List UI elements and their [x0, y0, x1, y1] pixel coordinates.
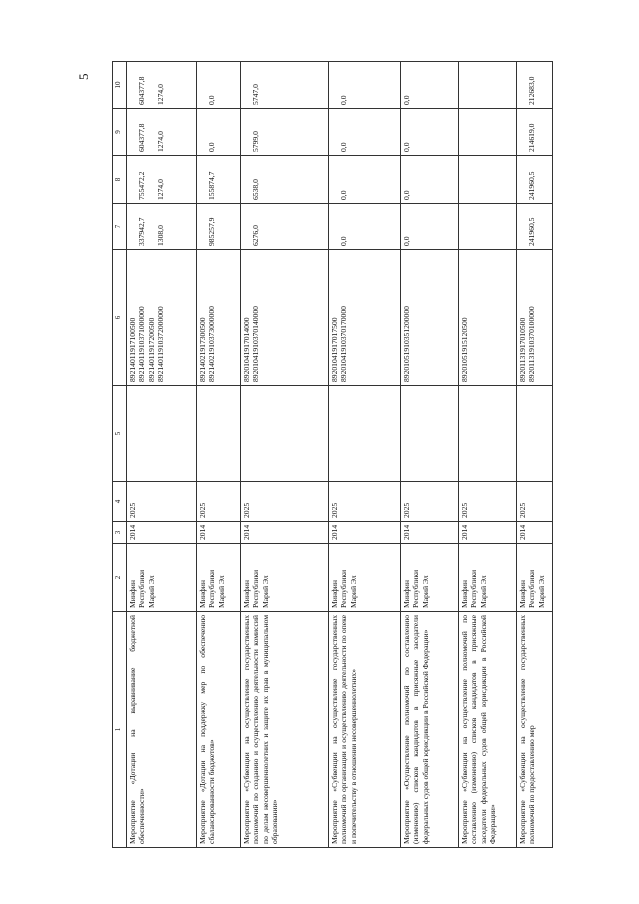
start-year-cell: 2014: [517, 522, 553, 544]
value-col8-line: [198, 159, 207, 200]
col-header: 8: [113, 156, 127, 204]
budget-code-line: 89201051915120500: [460, 317, 469, 382]
value-col10-line: 0,0: [339, 95, 349, 105]
value-col9-line: [518, 112, 527, 152]
executor-cell: Минфин Республики Марий Эл: [241, 544, 329, 612]
value-col10-line: [198, 65, 207, 105]
budget-code-line: 89214011910371000000: [137, 306, 147, 382]
value-col10-cell: [241, 62, 329, 109]
value-col7-line: [128, 207, 137, 246]
col-header: 9: [113, 109, 127, 156]
budget-code-line: 89201041910370170000: [339, 306, 349, 382]
end-year-cell: 2025: [241, 482, 329, 522]
value-col7-line: 1308,0: [156, 225, 166, 246]
col-header: 7: [113, 204, 127, 250]
executor-cell: Минфин Республики Марий Эл: [127, 544, 197, 612]
value-col9-line: [147, 112, 156, 152]
value-col7-line: [198, 207, 207, 246]
col5-cell: [401, 386, 459, 482]
executor-cell: Минфин Республики Марий Эл: [197, 544, 241, 612]
value-col10-line: 604377,8: [137, 76, 147, 105]
value-col9-line: [198, 112, 207, 152]
value-col7-cell: [127, 204, 197, 250]
col5-cell: [517, 386, 553, 482]
budget-code-cell: [401, 250, 459, 386]
col5-cell: [459, 386, 517, 482]
measure-name-cell: Мероприятие «Субвенции на осуществление государственных полномочий по предоставлению мер: [517, 612, 553, 848]
value-col7-line: [518, 207, 527, 246]
budget-code-line: 89214021917300500: [198, 317, 207, 382]
value-col10-line: 0,0: [207, 95, 217, 105]
value-col9-line: [128, 112, 137, 152]
budget-code-cell: [241, 250, 329, 386]
value-col8-line: [330, 159, 339, 200]
value-col10-line: [128, 65, 137, 105]
value-col7-cell: [197, 204, 241, 250]
table-row: [329, 62, 401, 848]
budget-table: [112, 61, 553, 848]
value-col8-cell: [459, 156, 517, 204]
value-col10-line: [147, 65, 156, 105]
table-row: [127, 62, 197, 848]
value-col9-line: [330, 112, 339, 152]
value-col9-cell: [459, 109, 517, 156]
value-col7-line: [330, 207, 339, 246]
value-col10-cell: [329, 62, 401, 109]
value-col8-cell: [401, 156, 459, 204]
value-col9-cell: [197, 109, 241, 156]
value-col8-line: 155874,7: [207, 171, 217, 200]
budget-code-line: 89201041910370140000: [251, 306, 261, 382]
value-col8-cell: [127, 156, 197, 204]
value-col10-cell: [197, 62, 241, 109]
budget-code-cell: [459, 250, 517, 386]
end-year-cell: 2025: [401, 482, 459, 522]
value-col8-line: 241960,5: [527, 171, 537, 200]
measure-name-cell: Мероприятие «Дотации на выравнивание бюджетной обеспеченности»: [127, 612, 197, 848]
value-col8-line: 0,0: [402, 190, 411, 200]
start-year-cell: 2014: [401, 522, 459, 544]
measure-name-cell: Мероприятие «Дотации на поддержку мер по обеспечению сбалансированности бюджетов»: [197, 612, 241, 848]
executor-cell: Минфин Республики Марий Эл: [401, 544, 459, 612]
budget-code-line: 89201051910351200000: [402, 306, 411, 382]
value-col10-line: 0,0: [402, 95, 411, 105]
value-col10-line: [242, 65, 251, 105]
value-col8-line: 755472,2: [137, 171, 147, 200]
value-col8-cell: [197, 156, 241, 204]
value-col7-line: [242, 207, 251, 246]
table-row: [459, 62, 517, 848]
end-year-cell: 2025: [127, 482, 197, 522]
measure-name-cell: Мероприятие «Субвенции на осуществление полномочий по составлению (изменению) списков кандидатов в присяжные заседатели федеральных судов общей юрисдикции в Российской Федерации»: [459, 612, 517, 848]
start-year-cell: 2014: [459, 522, 517, 544]
budget-code-cell: [517, 250, 553, 386]
budget-code-cell: [127, 250, 197, 386]
column-number-header-row: [113, 62, 127, 848]
value-col8-line: 0,0: [339, 190, 349, 200]
value-col9-cell: [401, 109, 459, 156]
value-col7-cell: [241, 204, 329, 250]
measure-name-cell: Мероприятие «Осуществление полномочий по составлению (изменению) списков кандидатов в присяжные заседатели федеральных судов общей юрисдикции в Российской Федерации»: [401, 612, 459, 848]
start-year-cell: 2014: [241, 522, 329, 544]
value-col7-line: 337942,7: [137, 217, 147, 246]
value-col7-line: 241960,5: [527, 217, 537, 246]
value-col10-cell: [127, 62, 197, 109]
value-col10-line: [518, 65, 527, 105]
budget-code-line: 89201131910370100000: [527, 306, 537, 382]
value-col7-cell: [401, 204, 459, 250]
value-col9-line: 0,0: [339, 142, 349, 152]
table-row: [401, 62, 459, 848]
table-row: [197, 62, 241, 848]
value-col9-line: 214619,0: [527, 123, 537, 152]
value-col8-line: [460, 159, 469, 200]
value-col9-line: [242, 112, 251, 152]
col-header: 5: [113, 386, 127, 482]
value-col7-line: 0,0: [402, 236, 411, 246]
value-col9-line: 604377,8: [137, 123, 147, 152]
value-col8-cell: [241, 156, 329, 204]
col-header: 6: [113, 250, 127, 386]
budget-code-line: 89201041917014000: [242, 317, 251, 382]
budget-code-line: 89214021910373000000: [207, 306, 217, 382]
value-col9-line: 1274,0: [156, 131, 166, 152]
budget-code-line: 89214011910372000000: [156, 306, 166, 382]
budget-code-cell: [197, 250, 241, 386]
executor-cell: Минфин Республики Марий Эл: [459, 544, 517, 612]
col-header: 10: [113, 62, 127, 109]
rotated-table-container: [112, 62, 574, 848]
col5-cell: [127, 386, 197, 482]
col5-cell: [329, 386, 401, 482]
table-row: [241, 62, 329, 848]
budget-code-line: 89214011917100500: [128, 317, 137, 382]
value-col10-line: 212683,0: [527, 76, 537, 105]
budget-code-line: 89201041917017500: [330, 317, 339, 382]
value-col7-cell: [459, 204, 517, 250]
budget-code-cell: [329, 250, 401, 386]
col5-cell: [197, 386, 241, 482]
end-year-cell: 2025: [197, 482, 241, 522]
value-col10-line: 5747,0: [251, 84, 261, 105]
value-col7-line: 0,0: [339, 236, 349, 246]
page-number: 5: [76, 73, 91, 80]
value-col10-line: 1274,0: [156, 84, 166, 105]
value-col8-line: [242, 159, 251, 200]
value-col7-line: [147, 207, 156, 246]
end-year-cell: 2025: [329, 482, 401, 522]
value-col10-cell: [459, 62, 517, 109]
col-header: 4: [113, 482, 127, 522]
value-col7-line: 6276,0: [251, 225, 261, 246]
start-year-cell: 2014: [329, 522, 401, 544]
value-col9-cell: [517, 109, 553, 156]
executor-cell: Минфин Республики Марий Эл: [329, 544, 401, 612]
value-col8-line: [518, 159, 527, 200]
value-col10-cell: [401, 62, 459, 109]
table-row: [517, 62, 553, 848]
start-year-cell: 2014: [197, 522, 241, 544]
value-col8-line: 6538,0: [251, 179, 261, 200]
value-col9-line: 0,0: [207, 142, 217, 152]
value-col7-line: 985257,9: [207, 217, 217, 246]
value-col10-line: [460, 65, 469, 105]
value-col7-cell: [517, 204, 553, 250]
value-col9-cell: [329, 109, 401, 156]
value-col7-cell: [329, 204, 401, 250]
end-year-cell: 2025: [459, 482, 517, 522]
value-col9-line: 0,0: [402, 142, 411, 152]
value-col9-line: 5799,0: [251, 131, 261, 152]
start-year-cell: 2014: [127, 522, 197, 544]
value-col8-cell: [329, 156, 401, 204]
value-col9-cell: [127, 109, 197, 156]
value-col7-line: [460, 207, 469, 246]
value-col8-line: [128, 159, 137, 200]
col-header: 2: [113, 544, 127, 612]
value-col8-line: [147, 159, 156, 200]
value-col9-line: [460, 112, 469, 152]
value-col10-cell: [517, 62, 553, 109]
budget-code-line: 89214011917200500: [146, 317, 156, 382]
col-header: 3: [113, 522, 127, 544]
col-header: 1: [113, 612, 127, 848]
value-col9-cell: [241, 109, 329, 156]
measure-name-cell: Мероприятие «Субвенции на осуществление государственных полномочий по созданию и осуществлению деятельности комиссий по делам несовершеннолетних и защите их прав в муниципальном образовании»: [241, 612, 329, 848]
col5-cell: [241, 386, 329, 482]
value-col8-line: 1274,0: [156, 179, 166, 200]
end-year-cell: 2025: [517, 482, 553, 522]
value-col8-cell: [517, 156, 553, 204]
executor-cell: Минфин Республики Марий Эл: [517, 544, 553, 612]
budget-code-line: 89201131917010500: [518, 317, 527, 382]
measure-name-cell: Мероприятие «Субвенции на осуществление государственных полномочий по организации и осуществлению деятельности по опеке и попечительству в отношении несовершеннолетних»: [329, 612, 401, 848]
value-col10-line: [330, 65, 339, 105]
